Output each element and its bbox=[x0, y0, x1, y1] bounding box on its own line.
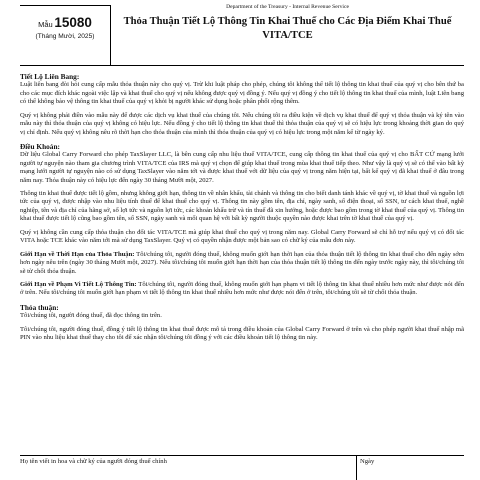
scope-limit-paragraph bbox=[20, 281, 464, 298]
terms-heading: Điều Khoản: bbox=[20, 141, 60, 151]
duration-limit-text: Tôi/chúng tôi, người đóng thuế, không muốn giới hạn thời hạn của thỏa thuận tiết lộ thông tin khai thuế cho đến ngày sớm hơn ngày nêu trên (ngày 30 tháng Mười một, 2027). Nếu tôi/chúng tôi muốn giới hạn thời hạn của thỏa thuận tiết lộ thông tin đến ngày trước ngày này, thì tôi/chúng tôi sẽ từ chối thỏa thuận. bbox=[20, 250, 465, 275]
signature-name-field[interactable]: Họ tên viết in hoa và chữ ký của người đóng thuế chính bbox=[20, 458, 167, 465]
form-page bbox=[20, 0, 464, 480]
agreement-heading: Thỏa thuận: bbox=[20, 302, 59, 312]
signature-column-divider bbox=[356, 455, 357, 480]
agency-line: Department of the Treasury - Internal Revenue Service bbox=[226, 4, 349, 10]
agreement-paragraph-2: Tôi/chúng tôi, người đóng thuế, đồng ý tiết lộ thông tin khai thuế được mô tả trong điều khoản của Global Carry Forward ở trên và cho phép người khai thuế nhập mã PIN vào nhu liệu khai thuế thay cho tôi để xác nhận tôi/chúng tôi đồng ý với các điều khoản tiết lộ thông tin này. bbox=[20, 325, 464, 342]
terms-paragraph-1: Dữ liệu Global Carry Forward cho phép TaxSlayer LLC, là bên cung cấp nhu liệu thuế VITA/TCE, cung cấp thông tin khai thuế của quý vị cho BẤT CỨ mạng lưới người tự nguyện nào tham gia chương trình VITA/TCE của IRS mà quý vị chọn để giúp khai thuế trong mùa khai thuế tiếp theo. Như vậy là quý vị sẽ có thể vào bất kỳ mạng lưới người tự nguyện nào có sử dụng TaxSlayer vào năm tới và được khai thuế với dữ liệu của quý vị trong năm hiện tại, bất kể quý vị đã khai thuế ở đâu trong năm nay. Thỏa thuận này có hiệu lực đến ngày 30 tháng Mười một, 2027. bbox=[20, 151, 464, 184]
form-title: Thỏa Thuận Tiết Lộ Thông Tin Khai Thuế cho Các Địa Điểm Khai Thuế VITA/TCE bbox=[123, 16, 452, 41]
form-revision: (Tháng Mười, 2025) bbox=[35, 33, 95, 41]
form-body bbox=[20, 69, 464, 347]
legal-paragraph-1: Luật liên bang đòi hỏi cung cấp mẫu thỏa thuận này cho quý vị. Trừ khi luật pháp cho phép, chúng tôi không thể tiết lộ thông tin khai thuế của quý vị cho bên thứ ba cho các mục đích khác ngoài việc lập và khai thuế cho quý vị nếu không được quý vị đồng ý. Nếu quý vị đồng ý cho tiết lộ thông tin khai thuế của mình, luật Liên bang có thể không bảo vệ thông tin khai thuế của quý vị khỏi bị người khác sử dụng hoặc phân phối rộng thêm. bbox=[20, 81, 464, 106]
duration-limit-paragraph bbox=[20, 251, 464, 276]
signature-divider bbox=[20, 455, 464, 456]
terms-paragraph-2: Thông tin khai thuế được tiết lộ gồm, nhưng không giới hạn, thông tin về nhân khẩu, tài chánh và thông tin cho biết danh tánh khác về quý vị, tờ khai thuế và nguồn lợi tức của quý vị, được nhập vào nhu liệu tính thuế để khai thuế cho quý vị. Thông tin này gồm tên, địa chỉ, ngày sanh, số điện thoại, số SSN, tư cách khai thuế, nghề nghiệp, tên và địa chỉ của hãng sở, số lợi tức và nguồn lợi tức, các khoản khấu trừ và tín thuế đã xin hưởng, hoặc được bao gồm trong tờ khai thuế của quý vị. Thông tin khai thuế được tiết lộ cũng bao gồm tên, số SSN, ngày sanh và mối quan hệ với bất kỳ người thuộc quyền nào được khai trên tờ khai thuế của quý vị. bbox=[20, 190, 464, 223]
scope-limit-text: Tôi/chúng tôi, người đóng thuế, không muốn giới hạn phạm vi tiết lộ thông tin khai thuế nhiều hơn mức như được nói đến ở trên. Nếu tôi/chúng tôi muốn giới hạn phạm vi tiết lộ thông tin khai thuế nhiều hơn mức như được nói đến ở trên, tôi/chúng tôi sẽ từ chối thỏa thuận. bbox=[20, 280, 464, 297]
duration-limit-lead: Giới Hạn về Thời Hạn của Thỏa Thuận: bbox=[20, 250, 135, 258]
header-divider bbox=[20, 65, 464, 66]
form-number-box bbox=[20, 5, 111, 65]
agreement-paragraph-1: Tôi/chúng tôi, người đóng thuế, đã đọc thông tin trên. bbox=[20, 312, 162, 320]
form-label: Mẫu bbox=[38, 20, 53, 29]
signature-date-field[interactable]: Ngày bbox=[360, 458, 375, 465]
legal-paragraph-2: Quý vị không phải điền vào mẫu này để được các dịch vụ khai thuế của chúng tôi. Nếu chúng tôi ra điều kiện về dịch vụ khai thuế để quý vị thỏa thuận và ký tên vào mẫu này thì thỏa thuận của quý vị không có hiệu lực. Nếu đồng ý cho tiết lộ thông tin khai thuế thì thỏa thuận của quý vị sẽ có hiệu lực trong khoảng thời gian do quý vị chỉ định. Nếu quý vị không nêu rõ thời hạn cho thỏa thuận của mình thì thỏa thuận của quý vị có hiệu lực trong một năm kể từ ngày ký. bbox=[20, 111, 464, 136]
form-number: 15080 bbox=[54, 15, 92, 30]
scope-limit-lead: Giới Hạn về Phạm Vi Tiết Lộ Thông Tin: bbox=[20, 280, 137, 288]
terms-paragraph-3: Quý vị không cần cung cấp thỏa thuận cho đối tác VITA/TCE mà giúp khai thuế cho quý vị trong năm nay. Global Carry Forward sẽ chỉ hỗ trợ nếu quý vị có đối tác VITA hoặc TCE khác vào năm tới mà sử dụng TaxSlayer. Quý vị có quyền nhận được một bản sao có chữ ký của mẫu đơn này. bbox=[20, 228, 464, 245]
legal-heading: Tiết Lộ Liên Bang: bbox=[20, 72, 80, 81]
